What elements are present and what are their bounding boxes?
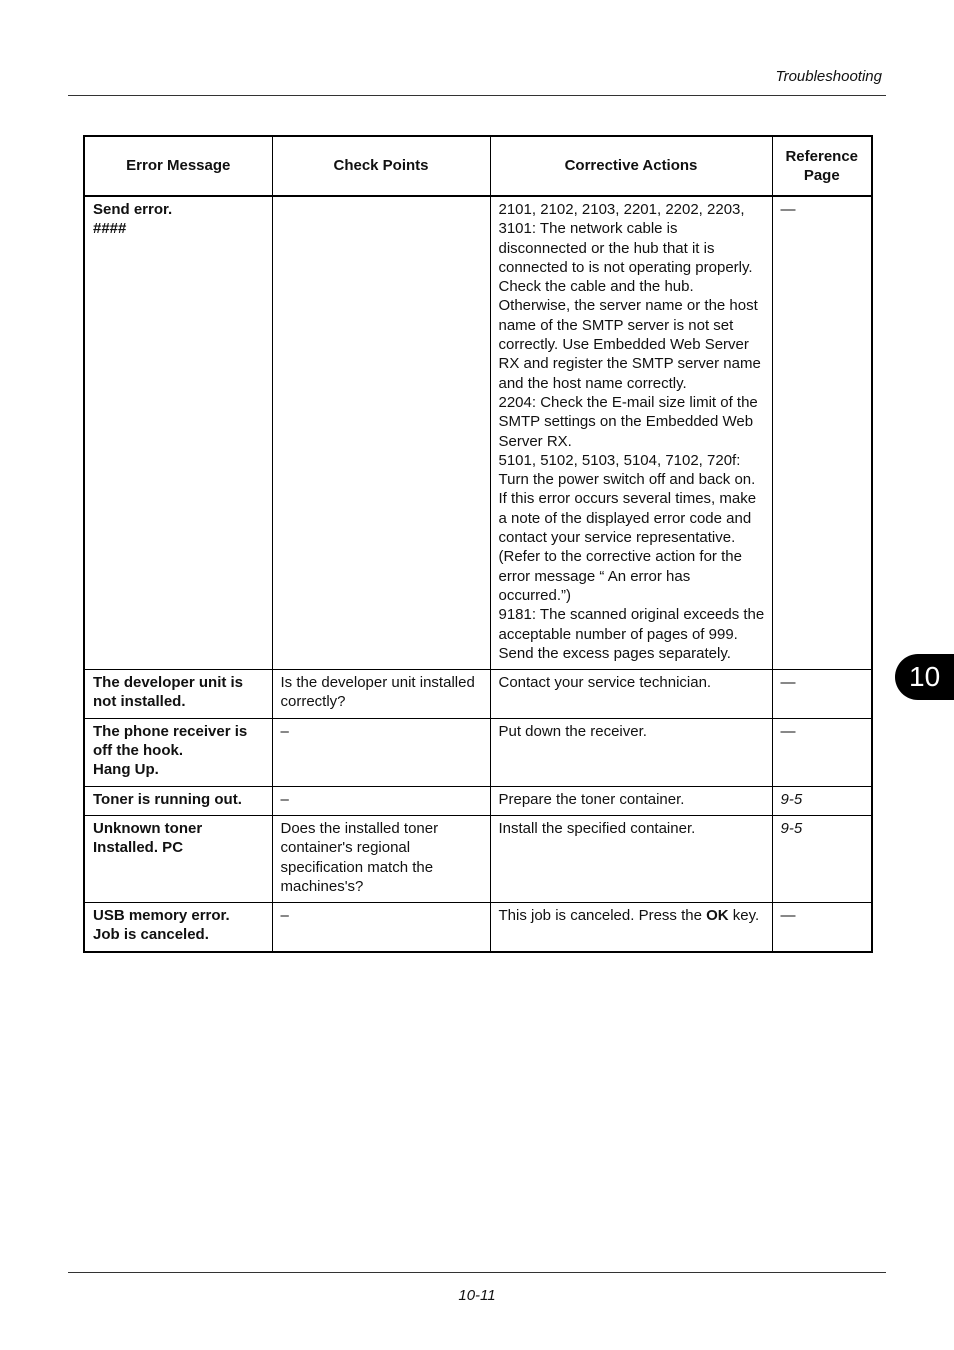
action-text: key. bbox=[728, 907, 760, 925]
error-table bbox=[83, 135, 873, 953]
corrective-actions-cell bbox=[490, 903, 772, 952]
action-text: This job is canceled. Press the bbox=[498, 907, 707, 925]
error-code-placeholder: #### bbox=[93, 220, 127, 238]
header-reference-page: Reference Page bbox=[772, 136, 872, 196]
error-message-cell bbox=[84, 670, 272, 719]
corrective-actions-cell: Put down the receiver. bbox=[490, 718, 772, 786]
footer-rule bbox=[68, 1272, 886, 1273]
table-header-row bbox=[84, 136, 872, 196]
ok-key-label: OK bbox=[706, 907, 729, 925]
error-message-line: Send error. bbox=[93, 201, 173, 218]
check-points-cell: – bbox=[272, 786, 490, 815]
error-message-line: Unknown toner Installed. PC bbox=[93, 819, 203, 857]
corrective-actions-cell bbox=[490, 196, 772, 670]
table-row bbox=[84, 196, 872, 670]
corrective-actions-cell: Contact your service technician. bbox=[490, 670, 772, 719]
error-message-line: The phone receiver is off the hook. bbox=[93, 722, 248, 760]
error-message-cell bbox=[84, 786, 272, 815]
table-row bbox=[84, 903, 872, 952]
page-number: 10-11 bbox=[458, 1287, 496, 1304]
error-message-cell bbox=[84, 815, 272, 902]
error-message-line: Toner is running out. bbox=[93, 790, 242, 808]
table-row bbox=[84, 670, 872, 719]
error-message-line: Hang Up. bbox=[93, 761, 159, 779]
error-message-cell bbox=[84, 903, 272, 952]
section-title: Troubleshooting bbox=[775, 68, 882, 85]
error-message-line: The developer unit is not installed. bbox=[93, 674, 244, 711]
check-points-cell: – bbox=[272, 903, 490, 952]
error-message-cell bbox=[84, 196, 272, 670]
error-message-line: Job is canceled. bbox=[93, 926, 209, 944]
chapter-tab[interactable]: 10 bbox=[895, 654, 954, 700]
table-row bbox=[84, 815, 872, 902]
header-error-message: Error Message bbox=[84, 136, 272, 196]
header-check-points: Check Points bbox=[272, 136, 490, 196]
table-row bbox=[84, 718, 872, 786]
action-paragraph: 9181: The scanned original exceeds the acceptable number of pages of 999. Send the excess pages separately. bbox=[498, 606, 765, 662]
check-points-cell: – bbox=[272, 718, 490, 786]
error-message-cell bbox=[84, 718, 272, 786]
check-points-cell: Is the developer unit installed correctly? bbox=[272, 670, 490, 719]
corrective-actions-cell: Install the specified container. bbox=[490, 815, 772, 902]
reference-page-link[interactable]: 9-5 bbox=[772, 815, 872, 902]
check-points-cell: Does the installed toner container's regional specification match the machines's? bbox=[272, 815, 490, 902]
action-paragraph: 5101, 5102, 5103, 5104, 7102, 720f: Turn the power switch off and back on. If this error occurs several times, make a note of the displayed error code and contact your service representative.(Refer to the corrective action for the error message “ An error has occurred.”) bbox=[498, 451, 757, 604]
error-message-line: USB memory error. bbox=[93, 907, 230, 925]
table-row bbox=[84, 786, 872, 815]
corrective-actions-cell: Prepare the toner container. bbox=[490, 786, 772, 815]
reference-page-link[interactable]: 9-5 bbox=[772, 786, 872, 815]
reference-page-cell: — bbox=[772, 903, 872, 952]
reference-page-cell: — bbox=[772, 196, 872, 670]
reference-page-cell: — bbox=[772, 718, 872, 786]
reference-page-cell: — bbox=[772, 670, 872, 719]
header-rule bbox=[68, 95, 886, 96]
action-paragraph: 2101, 2102, 2103, 2201, 2202, 2203, 3101: The network cable is disconnected or the hub that it is connected to is not operating properly. Check the cable and the hub. Otherwise, the server name or the host name of the SMTP server is not set correctly. Use Embedded Web Server RX and register the SMTP server name and the host name correctly. bbox=[498, 201, 761, 392]
header-corrective-actions: Corrective Actions bbox=[490, 136, 772, 196]
action-paragraph: 2204: Check the E-mail size limit of the SMTP settings on the Embedded Web Server RX. bbox=[498, 393, 758, 450]
check-points-cell bbox=[272, 196, 490, 670]
